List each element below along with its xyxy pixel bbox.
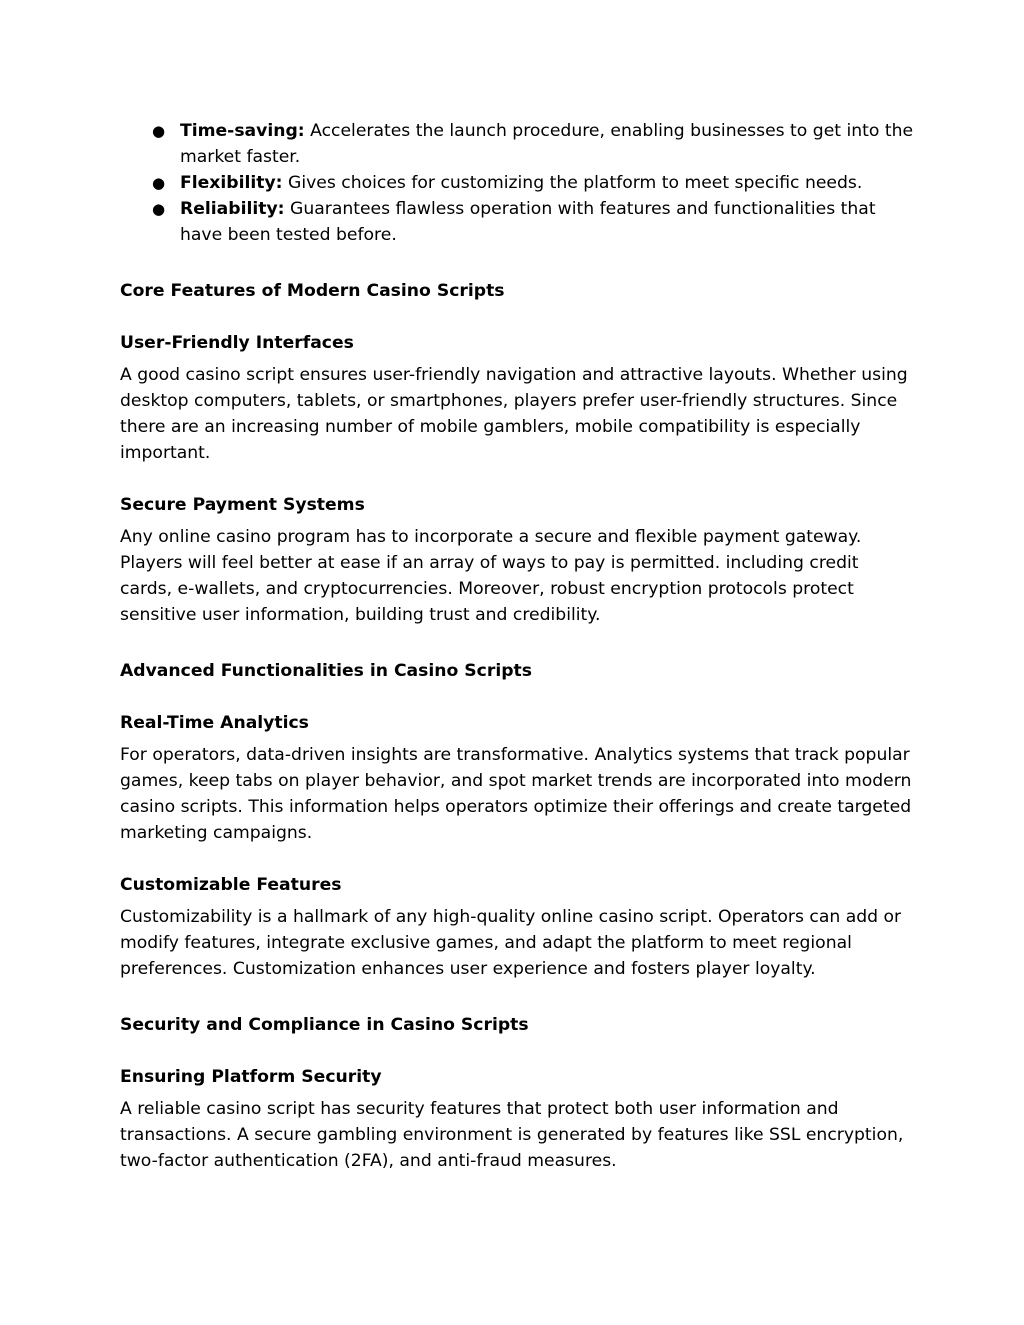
- list-item: [120, 170, 914, 196]
- bullet-text: Accelerates the launch procedure, enabling businesses to get into the market faster.: [180, 121, 914, 167]
- paragraph-user-friendly: A good casino script ensures user-friendly navigation and attractive layouts. Whether using desktop computers, tablets, or smartphones, players prefer user-friendly structures. Since there are an increasing number of mobile gamblers, mobile compatibility is especially important.: [120, 365, 908, 463]
- subsection-title-analytics: Real-Time Analytics: [120, 713, 309, 733]
- bullet-text: Guarantees flawless operation with features and functionalities that have been tested before.: [180, 199, 876, 245]
- section-title-security: Security and Compliance in Casino Scripts: [120, 1015, 529, 1035]
- list-item: [120, 118, 914, 170]
- list-item: [120, 196, 914, 248]
- subsection-title-platform-security: Ensuring Platform Security: [120, 1067, 382, 1087]
- bullet-term: Reliability:: [180, 199, 285, 219]
- bullet-icon: ●: [152, 122, 166, 140]
- bullet-term: Time-saving:: [180, 121, 305, 141]
- benefits-list: [120, 118, 914, 248]
- bullet-text: Gives choices for customizing the platform to meet specific needs.: [282, 173, 863, 193]
- section-title-advanced: Advanced Functionalities in Casino Scripts: [120, 661, 532, 681]
- paragraph-analytics: For operators, data-driven insights are transformative. Analytics systems that track popular games, keep tabs on player behavior, and spot market trends are incorporated into modern casino scripts. This information helps operators optimize their offerings and create targeted marketing campaigns.: [120, 745, 912, 843]
- section-title-core: Core Features of Modern Casino Scripts: [120, 281, 505, 301]
- bullet-icon: ●: [152, 200, 166, 218]
- paragraph-platform-security: A reliable casino script has security features that protect both user information and transactions. A secure gambling environment is generated by features like SSL encryption, two-factor authentication (2FA), and anti-fraud measures.: [120, 1099, 904, 1171]
- subsection-title-payment: Secure Payment Systems: [120, 495, 365, 515]
- bullet-term: Flexibility:: [180, 173, 283, 193]
- paragraph-payment: Any online casino program has to incorporate a secure and flexible payment gateway. Players will feel better at ease if an array of ways to pay is permitted. including credit cards, e-wallets, and cryptocurrencies. Moreover, robust encryption protocols protect sensitive user information, building trust and credibility.: [120, 527, 862, 625]
- bullet-icon: ●: [152, 174, 166, 192]
- paragraph-customizable: Customizability is a hallmark of any high-quality online casino script. Operators can add or modify features, integrate exclusive games, and adapt the platform to meet regional preferences. Customization enhances user experience and fosters player loyalty.: [120, 907, 902, 979]
- subsection-title-user-friendly: User-Friendly Interfaces: [120, 333, 354, 353]
- subsection-title-customizable: Customizable Features: [120, 875, 342, 895]
